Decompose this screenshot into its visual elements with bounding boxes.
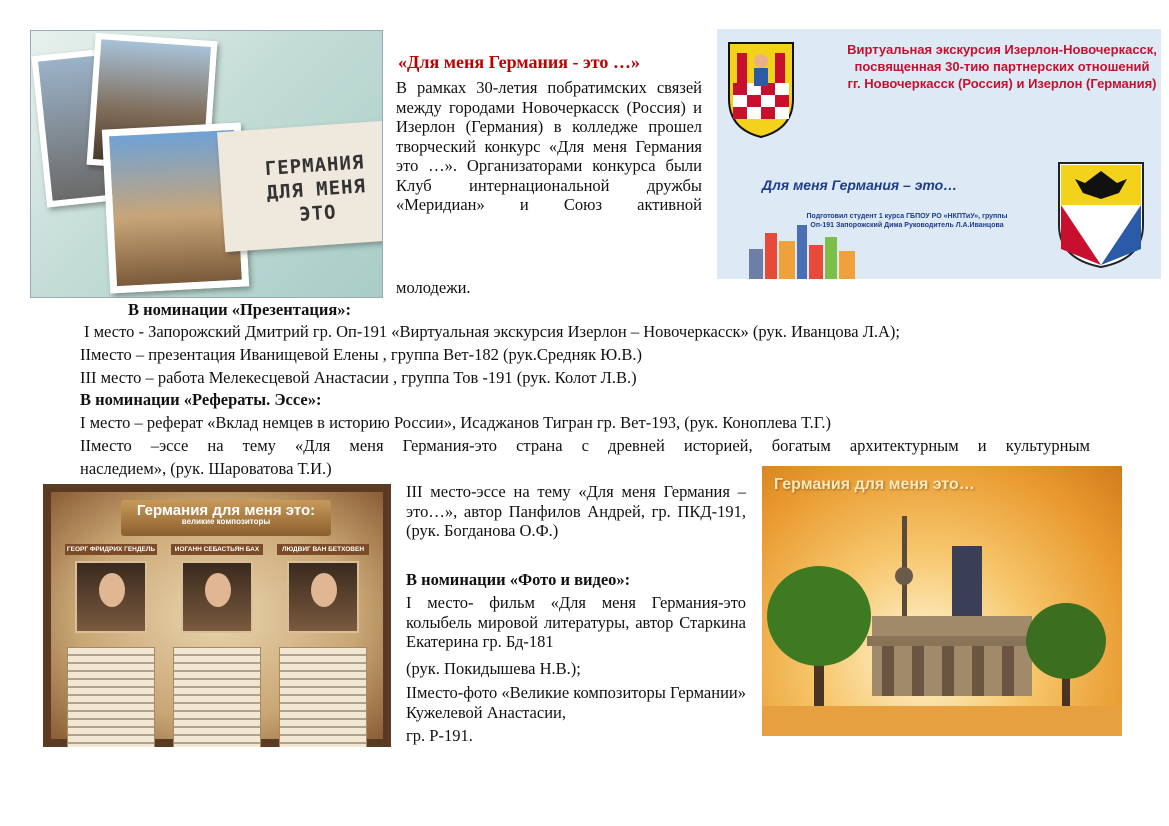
essays-place-3: III место-эссе на тему «Для меня Германия –это…», автор Панфилов Андрей, гр. ПКД-191, (рук. Богданова О.Ф.): [406, 482, 746, 540]
iserlohn-coat-of-arms-icon: [725, 39, 797, 139]
germany-landmarks-image: [762, 466, 1122, 736]
banner-credits: Подготовил студент 1 курса ГБПОУ РО «НКПТиУ», группы Оп-191 Запорожский Дима Руководитель Л.А.Иванцова: [806, 213, 1008, 229]
photo-video-place-2-tail: гр. Р-191.: [406, 726, 473, 745]
photo-video-heading: В номинации «Фото и видео»:: [406, 570, 631, 589]
intro-paragraph-end: молодежи.: [396, 278, 471, 297]
composers-subtitle: великие композиторы: [181, 517, 271, 526]
landmarks-illustration: [762, 506, 1122, 736]
presentation-place-3: III место – работа Мелекесцевой Анастасии , группа Тов -191 (рук. Колот Л.В.): [80, 368, 637, 387]
banner-header: Виртуальная экскурсия Изерлон-Новочеркасск, посвященная 30-тию партнерских отношений гг. Новочеркасск (Россия) и Изерлон (Германия): [847, 42, 1157, 91]
virtual-tour-banner: [717, 29, 1161, 279]
essays-place-1: I место – реферат «Вклад немцев в историю России», Исаджанов Тигран гр. Вет-193, (рук. Коноплева Т.Г.): [80, 413, 832, 432]
composer-beethoven: ЛЮДВИГ ВАН БЕТХОВЕН: [277, 544, 369, 747]
city-skyline-icon: [745, 219, 865, 279]
presentation-place-2: IIместо – презентация Иванищевой Елены , группа Вет-182 (рук.Средняк Ю.В.): [80, 345, 642, 364]
photo-video-place-1-tail: (рук. Покидышева Н.В.);: [406, 659, 581, 678]
composers-title: Германия для меня это: великие композиторы: [121, 500, 331, 536]
intro-paragraph: В рамках 30-летия побратимских связей между городами Новочеркасск (Россия) и Изерлон (Германия) в колледже прошел творческий конкурс «Для меня Германия это …». Организаторами конкурса были Клуб интернациональной дружбы «Меридиан» и Союз активной: [396, 78, 702, 214]
presentation-heading: В номинации «Презентация»:: [128, 300, 352, 319]
photo-video-place-1: I место- фильм «Для меня Германия-это колыбель мировой литературы, автор Старкина Екатерина гр. Бд-181: [406, 593, 746, 651]
novocherkassk-coat-of-arms-icon: [1055, 159, 1147, 269]
banner-subtitle: Для меня Германия – это…: [762, 177, 958, 193]
essays-place-2-line-2: наследием», (рук. Шароватова Т.И.): [80, 459, 332, 478]
presentation-place-1: I место - Запорожский Дмитрий гр. Оп-191 «Виртуальная экскурсия Изерлон – Новочеркасск» (рук. Иванцова Л.А);: [84, 322, 901, 341]
photo-video-place-2: IIместо-фото «Великие композиторы Германии» Кужелевой Анастасии,: [406, 683, 746, 722]
essays-place-2-line-1: IIместо –эссе на тему «Для меня Германия-это страна с древней историей, богатым архитектурным и культурным: [80, 436, 1090, 455]
page-title: «Для меня Германия - это …»: [398, 52, 640, 72]
collage-image-germany: [30, 30, 383, 298]
composer-handel: ГЕОРГ ФРИДРИХ ГЕНДЕЛЬ: [65, 544, 157, 747]
composer-bach: ИОГАНН СЕБАСТЬЯН БАХ: [171, 544, 263, 747]
composers-image: [43, 484, 391, 747]
collage-paper-label: [217, 120, 383, 252]
essays-heading: В номинации «Рефераты. Эссе»:: [80, 390, 322, 409]
landmarks-title: Германия для меня это…: [774, 476, 975, 493]
collage-caption: ГЕРМАНИЯ ДЛЯ МЕНЯ ЭТО: [264, 151, 367, 226]
